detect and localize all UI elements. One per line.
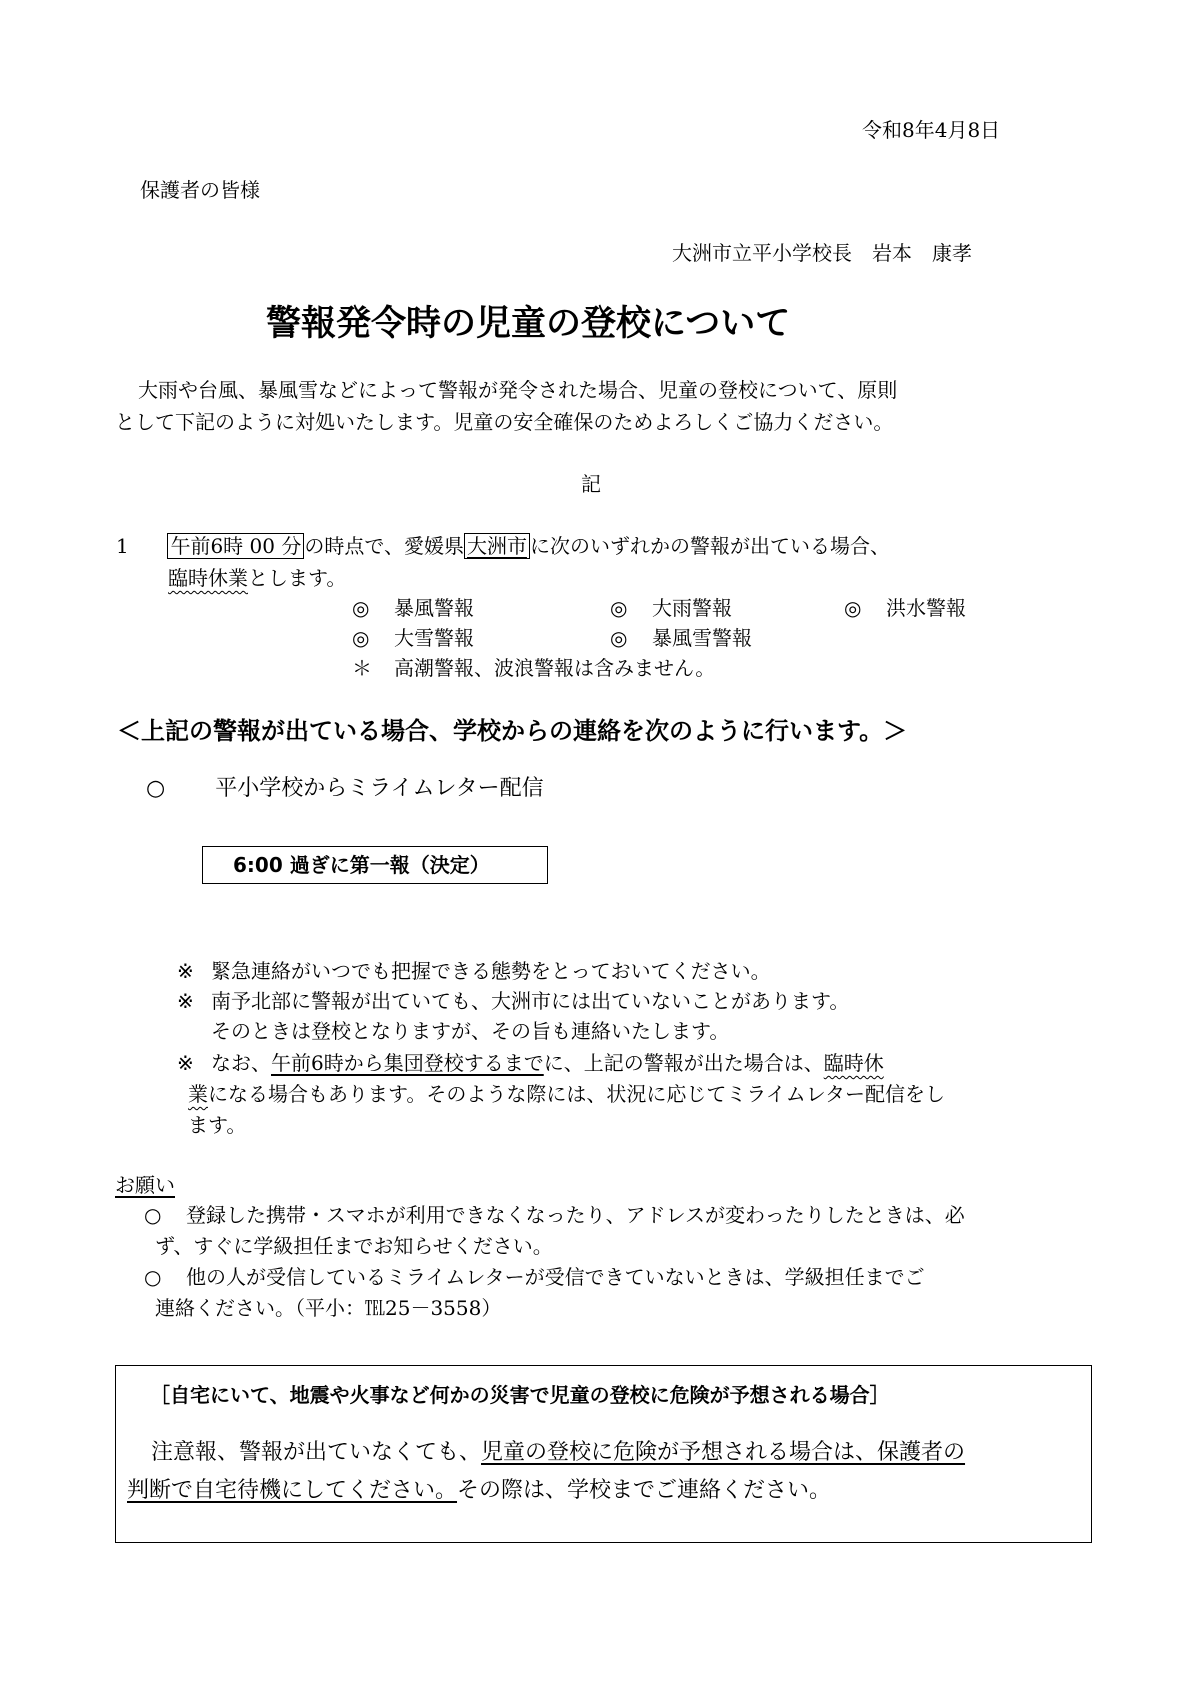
ki-marker: 記: [581, 472, 601, 496]
note-3: ※ なお、午前6時から集団登校するまでに、上記の警報が出た場合は、臨時休: [177, 1051, 884, 1075]
time-boxed: 午前6時 00 分: [167, 533, 304, 559]
warning-item: ◎ 洪水警報: [844, 596, 966, 620]
requests-heading: お願い: [115, 1173, 175, 1197]
contact-heading: ＜上記の警報が出ている場合、学校からの連絡を次のように行います。＞: [117, 717, 908, 745]
item-1-number: 1: [116, 534, 129, 558]
disaster-box-line-1: 注意報、警報が出ていなくても、児童の登校に危険が予想される場合は、保護者の: [151, 1440, 966, 1465]
item-1-text-c: とします。: [248, 566, 347, 590]
disaster-box-heading: ［自宅にいて、地震や火事など何かの災害で児童の登校に危険が予想される場合］: [150, 1383, 890, 1407]
addressee: 保護者の皆様: [140, 178, 260, 202]
document-date: 令和8年4月8日: [862, 118, 1001, 142]
note-1: ※ 緊急連絡がいつでも把握できる態勢をとっておいてください。: [177, 959, 771, 983]
request-1: ○ 登録した携帯・スマホが利用できなくなったり、アドレスが変わったりしたときは、必: [144, 1203, 965, 1227]
request-1-line-2: ず、すぐに学級担任までお知らせください。: [155, 1234, 553, 1258]
warning-item: ◎ 大雨警報: [610, 596, 732, 620]
closure-label: 臨時休業: [168, 566, 248, 590]
intro-line-2: として下記のように対処いたします。児童の安全確保のためよろしくご協力ください。: [115, 410, 894, 434]
warning-item: ◎ 暴風雪警報: [610, 626, 752, 650]
page-title: 警報発令時の児童の登校について: [266, 304, 791, 344]
deadline-text: 6:00 過ぎに第一報（決定）: [233, 853, 490, 877]
contact-method: [146, 772, 544, 806]
item-1-text-a: の時点で、愛媛県: [304, 534, 464, 558]
contact-method-text: 平小学校からミライムレター配信: [215, 776, 544, 801]
city-name: 大洲市: [464, 533, 530, 559]
note-3-underline: 午前6時から集団登校するまで: [271, 1051, 544, 1075]
request-2: ○ 他の人が受信しているミライムレターが受信できていないときは、学級担任までご: [144, 1265, 925, 1289]
disaster-box-line-2: 判断で自宅待機にしてください。その際は、学校までご連絡ください。: [127, 1478, 832, 1503]
sender: 大洲市立平小学校長 岩本 康孝: [672, 241, 972, 265]
contact-method-mark: ○: [146, 776, 166, 801]
warning-item: ◎ 大雪警報: [352, 626, 474, 650]
note-3-line-2: 業になる場合もあります。そのような際には、状況に応じてミライムレター配信をし: [188, 1082, 945, 1106]
item-1-closure-line: [168, 563, 346, 593]
warning-note: ＊ 高潮警報、波浪警報は含みません。: [352, 656, 716, 680]
intro-line-1: 大雨や台風、暴風雪などによって警報が発令された場合、児童の登校について、原則: [138, 378, 898, 402]
item-1-text-b: に次のいずれかの警報が出ている場合、: [529, 534, 890, 558]
note-3-line-3: ます。: [188, 1113, 247, 1137]
note-2-line-2: そのときは登校となりますが、その旨も連絡いたします。: [211, 1019, 730, 1043]
note-2: ※ 南予北部に警報が出ていても、大洲市には出ていないことがあります。: [177, 989, 850, 1013]
warning-item: ◎ 暴風警報: [352, 596, 474, 620]
request-2-line-2: 連絡ください。（平小：℡25－3558）: [155, 1296, 502, 1320]
item-1: [116, 531, 890, 561]
